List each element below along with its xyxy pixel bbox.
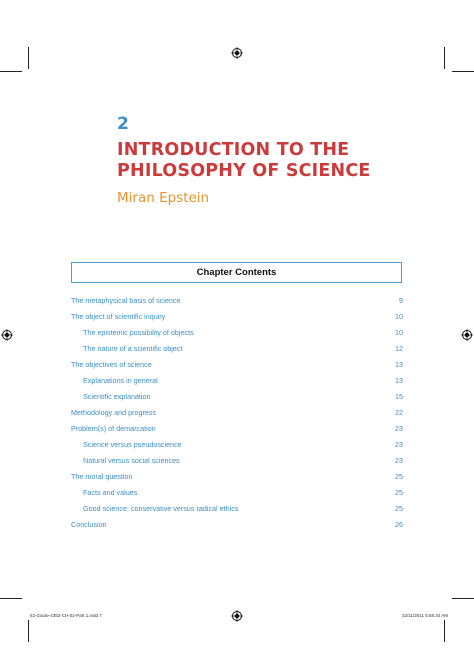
chapter-author: Miran Epstein xyxy=(117,190,210,206)
toc-entry[interactable] xyxy=(71,310,403,326)
toc-entry[interactable] xyxy=(71,486,403,502)
toc-entry-label: The epistemic possibility of objects xyxy=(83,328,194,337)
toc-entry[interactable] xyxy=(71,438,403,454)
toc-entry-page: 26 xyxy=(395,520,403,529)
toc-entry[interactable] xyxy=(71,358,403,374)
toc-entry[interactable] xyxy=(71,390,403,406)
chapter-contents-heading: Chapter Contents xyxy=(196,267,277,278)
toc-entry-label: Science versus pseudoscience xyxy=(83,440,182,449)
registration-mark-icon xyxy=(231,47,243,59)
toc-entry-label: Facts and values xyxy=(83,488,138,497)
chapter-number: 2 xyxy=(117,114,129,134)
toc-entry-label: Good science: conservative versus radical ethics xyxy=(83,504,239,513)
toc-entry-label: The nature of a scientific object xyxy=(83,344,183,353)
crop-mark-bottom-right xyxy=(444,620,445,642)
toc-entry-label: The moral question xyxy=(71,472,133,481)
crop-mark-top-left-h xyxy=(0,71,22,72)
crop-mark-top-right xyxy=(444,47,445,69)
toc-entry-label: The metaphysical basis of science xyxy=(71,296,181,305)
toc-entry-label: Problem(s) of demarcation xyxy=(71,424,156,433)
toc-entry-label: Scientific explanation xyxy=(83,392,151,401)
footer-file-slug: 52-Gaute-4352-CH-02-Part 1.indd 7 xyxy=(30,613,102,618)
toc-entry[interactable] xyxy=(71,470,403,486)
footer-timestamp: 22/11/2011 5:58:34 AM xyxy=(402,613,448,618)
chapter-contents-box xyxy=(71,262,402,283)
crop-mark-bottom-left-h xyxy=(0,598,22,599)
toc-entry[interactable] xyxy=(71,422,403,438)
toc-entry[interactable] xyxy=(71,294,403,310)
toc-entry[interactable] xyxy=(71,502,403,518)
toc-entry-page: 23 xyxy=(395,440,403,449)
toc-entry[interactable] xyxy=(71,342,403,358)
toc-entry-page: 9 xyxy=(399,296,403,305)
toc-entry-page: 10 xyxy=(395,312,403,321)
toc-entry-label: Conclusion xyxy=(71,520,107,529)
registration-mark-icon xyxy=(231,610,243,622)
toc-entry-page: 25 xyxy=(395,472,403,481)
registration-mark-icon xyxy=(461,329,473,341)
toc-entry[interactable] xyxy=(71,326,403,342)
toc-entry-page: 22 xyxy=(395,408,403,417)
toc-entry-page: 25 xyxy=(395,488,403,497)
toc-entry-page: 15 xyxy=(395,392,403,401)
toc-entry-page: 13 xyxy=(395,376,403,385)
crop-mark-bottom-right-h xyxy=(452,598,474,599)
toc-entry[interactable] xyxy=(71,374,403,390)
crop-mark-top-left xyxy=(28,47,29,69)
toc-entry-page: 25 xyxy=(395,504,403,513)
toc-entry-label: Natural versus social sciences xyxy=(83,456,180,465)
toc-entry-page: 23 xyxy=(395,424,403,433)
toc-entry[interactable] xyxy=(71,454,403,470)
toc-entry-page: 12 xyxy=(395,344,403,353)
toc-entry[interactable] xyxy=(71,406,403,422)
toc-entry-page: 23 xyxy=(395,456,403,465)
toc-entry-page: 13 xyxy=(395,360,403,369)
toc-entry-label: Explanations in general xyxy=(83,376,158,385)
crop-mark-bottom-left xyxy=(28,620,29,642)
registration-mark-icon xyxy=(1,329,13,341)
chapter-title: INTRODUCTION TO THE PHILOSOPHY OF SCIENCE xyxy=(117,140,371,181)
table-of-contents xyxy=(71,294,403,534)
toc-entry-label: The object of scientific inquiry xyxy=(71,312,166,321)
toc-entry-page: 10 xyxy=(395,328,403,337)
crop-mark-top-right-h xyxy=(452,71,474,72)
toc-entry-label: The objectives of science xyxy=(71,360,152,369)
toc-entry-label: Methodology and progress xyxy=(71,408,157,417)
toc-entry[interactable] xyxy=(71,518,403,534)
